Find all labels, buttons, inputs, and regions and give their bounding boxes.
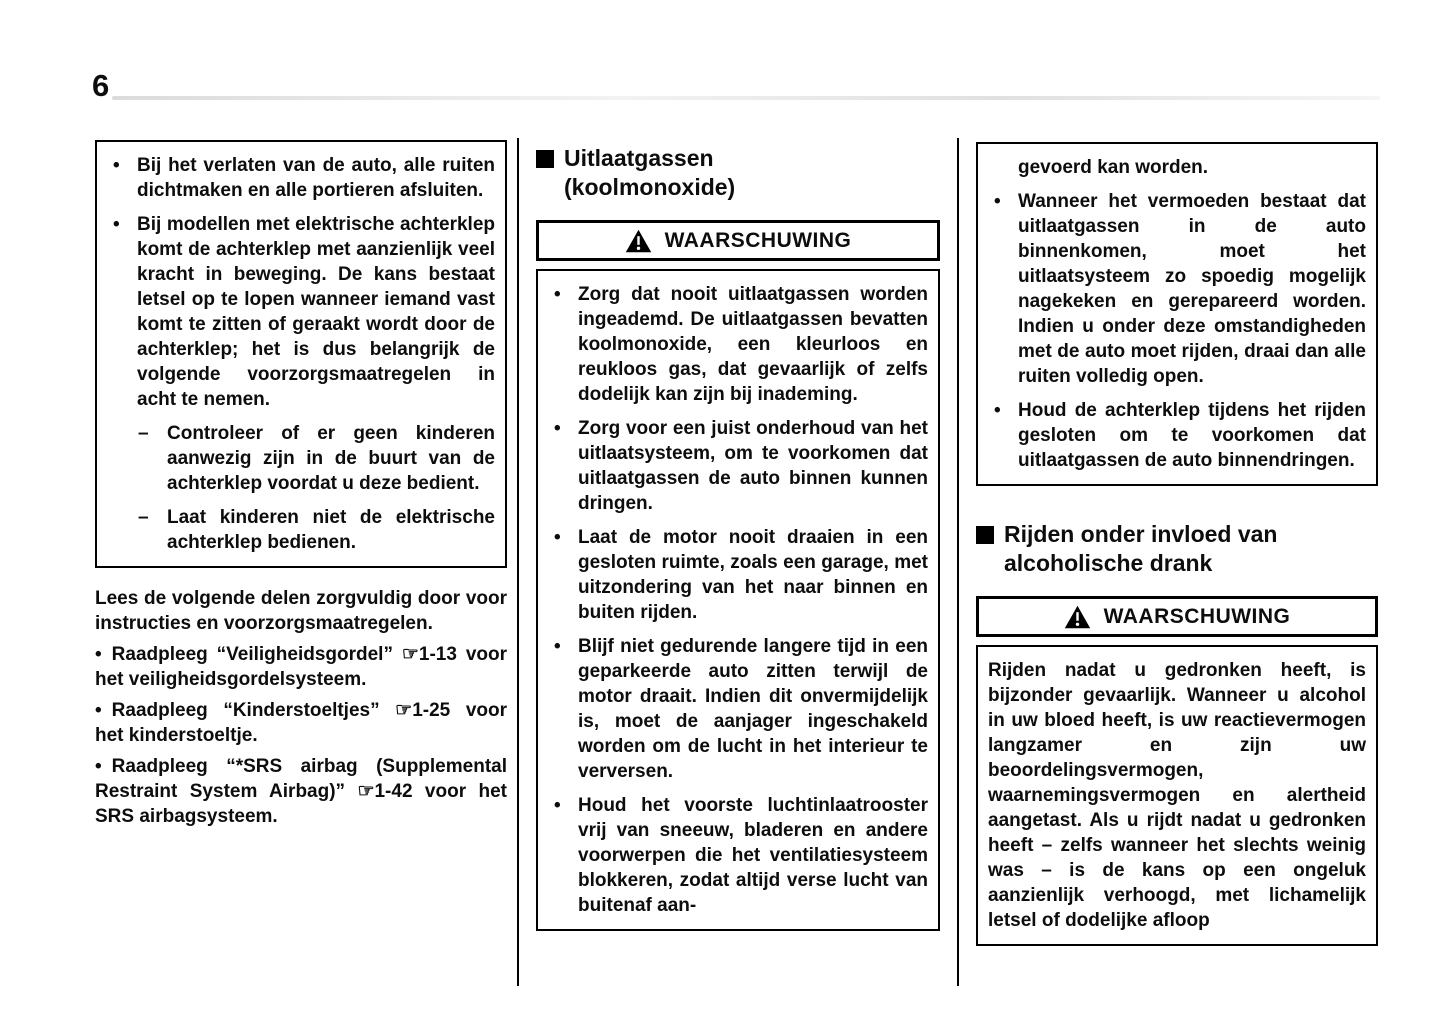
column-divider-right (957, 138, 959, 986)
right-column (976, 140, 1378, 946)
section-heading-alcohol (976, 520, 1378, 578)
list-item-text: Controleer of er geen kinderen aanwezig zijn in de buurt van de achterklep voordat u deze bedient. (167, 423, 495, 494)
scan-artifact-line (112, 96, 1380, 100)
list-sub-item (107, 421, 495, 496)
section-marker-icon (976, 526, 994, 544)
list-item (548, 282, 928, 407)
list-item-text: Zorg voor een juist onderhoud van het uitlaatsysteem, om te voorkomen dat uitlaatgassen de auto binnen kunnen dringen. (578, 418, 928, 514)
list-item (988, 398, 1366, 473)
reference-text: Raadpleeg “*SRS airbag (Supplemental Restraint System Airbag)” ☞1-42 voor het SRS airbagsysteem. (95, 756, 507, 827)
list-item-text: Bij het verlaten van de auto, alle ruiten dichtmaken en alle portieren afsluiten. (137, 155, 495, 201)
reference-text: Raadpleeg “Kinderstoeltjes” ☞1-25 voor het kinderstoeltje. (95, 700, 507, 746)
bullet-icon: • (994, 191, 1001, 212)
bullet-icon: • (113, 214, 120, 235)
warning-box-continued (976, 142, 1378, 486)
column-divider-left (517, 138, 519, 986)
list-item (107, 212, 495, 412)
warning-triangle-icon (1064, 605, 1091, 629)
warning-triangle-icon (625, 229, 652, 253)
bullet-icon: • (554, 636, 561, 657)
bullet-icon: • (554, 795, 561, 816)
list-item-text: Houd de achterklep tijdens het rijden gesloten om te voorkomen dat uitlaatgassen de auto binnendringen. (1018, 400, 1366, 471)
list-item (107, 153, 495, 203)
list-item (548, 416, 928, 516)
bullet-icon: • (554, 284, 561, 305)
bullet-icon: • (113, 155, 120, 176)
section-marker-icon (536, 150, 554, 168)
reference-item (95, 698, 507, 748)
list-item (988, 189, 1366, 389)
warning-header (536, 220, 940, 261)
dash-icon: – (138, 507, 149, 528)
warning-label: WAARSCHUWING (664, 229, 852, 252)
bullet-icon: • (554, 418, 561, 439)
section-title-text: Rijden onder invloed van alcoholische drank (1004, 521, 1278, 576)
bullet-icon: • (554, 527, 561, 548)
warning-header (976, 596, 1378, 637)
bullet-icon: • (994, 400, 1001, 421)
list-item (548, 634, 928, 784)
warning-paragraph: Rijden nadat u gedronken heeft, is bijzonder gevaarlijk. Wanneer u alcohol in uw bloed heeft, is uw reactievermogen langzamer en zijn uw beoordelingsvermogen, waarnemingsvermogen en alertheid aangetast. Als u rijdt nadat u gedronken heeft – zelfs wanneer het slechts weinig was – is de kans op een ongeluk aanzienlijk verhoogd, met lichamelijk letsel of dodelijke afloop (988, 660, 1366, 931)
bullet-icon: • (95, 644, 102, 665)
warning-list (548, 282, 928, 918)
caution-box (95, 140, 507, 568)
reference-text: Raadpleeg “Veiligheidsgordel” ☞1-13 voor het veiligheidsgordelsysteem. (95, 644, 507, 690)
list-item-text: Wanneer het vermoeden bestaat dat uitlaatgassen in de auto binnenkomen, moet het uitlaatsysteem zo spoedig mogelijk nagekeken en gerepareerd worden. Indien u onder deze omstandigheden met de auto moet rijden, draai dan alle ruiten volledig open. (1018, 191, 1366, 387)
middle-column (536, 140, 940, 931)
warning-box (976, 645, 1378, 946)
dash-icon: – (138, 423, 149, 444)
list-item (548, 525, 928, 625)
list-item-text: Houd het voorste luchtinlaatrooster vrij van sneeuw, bladeren en andere voorwerpen die het ventilatiesysteem blokkeren, zodat altijd verse lucht van buitenaf aan- (578, 795, 928, 916)
page-number: 6 (92, 68, 110, 103)
continuation-text: gevoerd kan worden. (1018, 157, 1209, 178)
bullet-icon: • (95, 700, 102, 721)
left-column (95, 140, 507, 835)
list-item-text: Blijf niet gedurende langere tijd in een geparkeerde auto zitten terwijl de motor draait. Indien dit onvermijdelijk is, moet de aanjager ingeschakeld worden om de lucht in het interieur te verversen. (578, 636, 928, 782)
warning-label: WAARSCHUWING (1103, 605, 1291, 628)
section-title-text: Uitlaatgassen (koolmonoxide) (564, 145, 736, 200)
reference-item (95, 754, 507, 829)
list-item-text: Zorg dat nooit uitlaatgassen worden ingeademd. De uitlaatgassen bevatten koolmonoxide, een kleurloos en reukloos gas, dat gevaarlijk of zelfs dodelijk kan zijn bij inademing. (578, 284, 928, 405)
bullet-icon: • (95, 756, 102, 777)
warning-list (988, 189, 1366, 473)
section-heading-exhaust (536, 144, 940, 202)
list-item-text: Laat kinderen niet de elektrische achterklep bedienen. (167, 507, 495, 553)
list-sub-item (107, 505, 495, 555)
list-item (548, 793, 928, 918)
list-item-text: Laat de motor nooit draaien in een gesloten ruimte, zoals een garage, met uitzondering van het naar binnen en buiten rijden. (578, 527, 928, 623)
caution-list (107, 153, 495, 555)
warning-box (536, 269, 940, 931)
reference-item (95, 642, 507, 692)
intro-paragraph: Lees de volgende delen zorgvuldig door voor instructies en voorzorgsmaatregelen. (95, 588, 507, 634)
list-item-text: Bij modellen met elektrische achterklep komt de achterklep met aanzienlijk veel kracht in beweging. De kans bestaat letsel op te lopen wanneer iemand vast komt te zitten of geraakt wordt door de achterklep; het is dus belangrijk de volgende voorzorgsmaatregelen in acht te nemen. (137, 214, 495, 410)
